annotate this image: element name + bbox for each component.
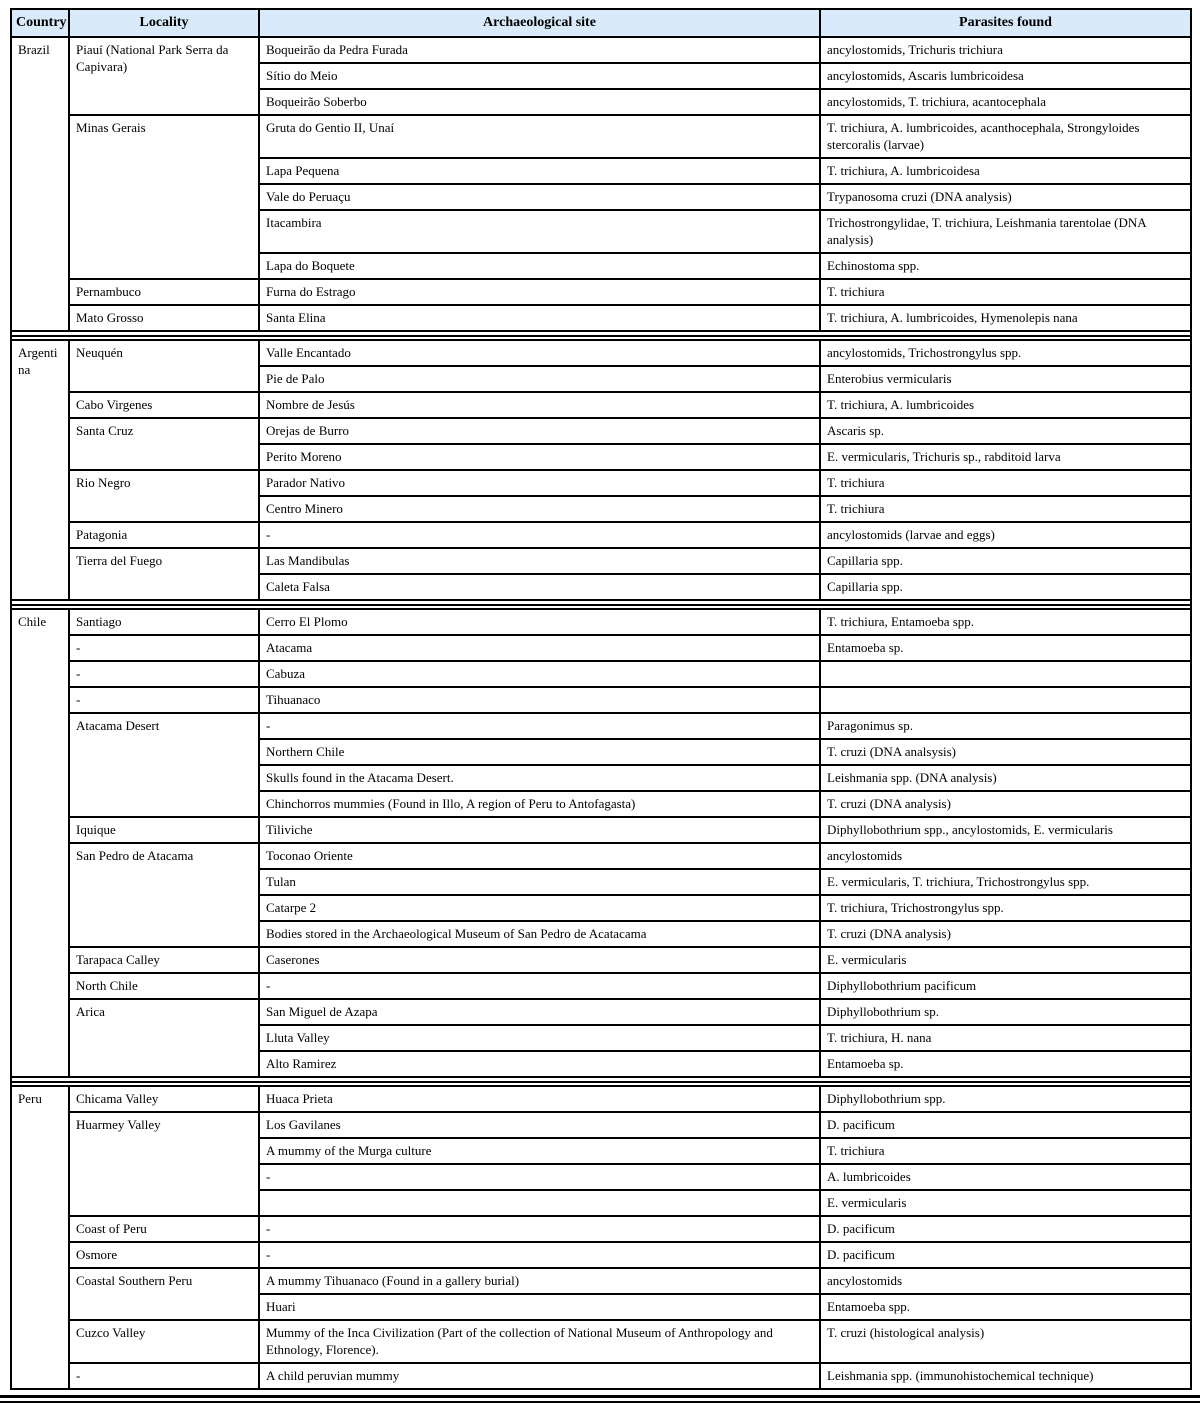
site-cell: Valle Encantado [259,340,820,366]
site-cell: Cerro El Plomo [259,609,820,635]
locality-cell: Cuzco Valley [69,1320,259,1363]
site-cell: Los Gavilanes [259,1112,820,1138]
locality-cell: Huarmey Valley [69,1112,259,1216]
site-cell: Caserones [259,947,820,973]
site-cell: Boqueirão da Pedra Furada [259,37,820,63]
country-cell: Argentina [11,340,69,600]
locality-cell: Patagonia [69,522,259,548]
table-row [11,392,1191,418]
parasites-cell: ancylostomids (larvae and eggs) [820,522,1191,548]
parasites-cell: ancylostomids, T. trichiura, acantocephala [820,89,1191,115]
parasites-cell: Capillaria spp. [820,548,1191,574]
bottom-double-rule [0,1395,1200,1403]
parasites-cell: T. trichiura, Trichostrongylus spp. [820,895,1191,921]
site-cell: - [259,1242,820,1268]
site-cell: - [259,1164,820,1190]
site-cell: Atacama [259,635,820,661]
table-row [11,635,1191,661]
site-cell: Vale do Peruaçu [259,184,820,210]
table-row [11,817,1191,843]
parasites-cell: Leishmania spp. (DNA analysis) [820,765,1191,791]
parasites-cell: E. vermicularis, Trichuris sp., rabditoid larva [820,444,1191,470]
parasites-cell: D. pacificum [820,1112,1191,1138]
locality-cell: Atacama Desert [69,713,259,817]
locality-cell: San Pedro de Atacama [69,843,259,947]
site-cell: Perito Moreno [259,444,820,470]
locality-cell: Cabo Virgenes [69,392,259,418]
parasites-cell: Trichostrongylidae, T. trichiura, Leishmania tarentolae (DNA analysis) [820,210,1191,253]
site-cell: Toconao Oriente [259,843,820,869]
parasites-cell: T. cruzi (DNA analsysis) [820,739,1191,765]
locality-cell: Minas Gerais [69,115,259,279]
site-cell: Bodies stored in the Archaeological Museum of San Pedro de Acatacama [259,921,820,947]
parasites-table [10,8,1192,1390]
parasites-cell: T. cruzi (histological analysis) [820,1320,1191,1363]
parasites-cell: T. trichiura, A. lumbricoides, acanthocephala, Strongyloides stercoralis (larvae) [820,115,1191,158]
parasites-cell: T. trichiura, H. nana [820,1025,1191,1051]
header-row [11,9,1191,37]
parasites-cell: T. trichiura [820,279,1191,305]
site-cell: - [259,522,820,548]
parasites-cell: E. vermicularis [820,947,1191,973]
parasites-cell: ancylostomids [820,1268,1191,1294]
site-cell: Huaca Prieta [259,1086,820,1112]
locality-cell: Piauí (National Park Serra da Capivara) [69,37,259,115]
table-row [11,687,1191,713]
parasites-cell: Capillaria spp. [820,574,1191,600]
parasites-cell: A. lumbricoides [820,1164,1191,1190]
site-cell: Nombre de Jesús [259,392,820,418]
site-cell: Parador Nativo [259,470,820,496]
locality-cell: Tierra del Fuego [69,548,259,600]
parasites-cell: T. trichiura [820,496,1191,522]
locality-cell: Santiago [69,609,259,635]
table-row [11,470,1191,496]
site-cell: Las Mandibulas [259,548,820,574]
parasites-cell: Diphyllobothrium spp., ancylostomids, E. vermicularis [820,817,1191,843]
parasites-cell: T. cruzi (DNA analysis) [820,921,1191,947]
site-cell: A mummy of the Murga culture [259,1138,820,1164]
site-cell: Santa Elina [259,305,820,331]
parasites-cell: T. cruzi (DNA analysis) [820,791,1191,817]
locality-cell: Tarapaca Calley [69,947,259,973]
parasites-cell: ancylostomids, Trichuris trichiura [820,37,1191,63]
parasites-cell: Entamoeba spp. [820,1294,1191,1320]
table-row [11,843,1191,869]
parasites-cell: Echinostoma spp. [820,253,1191,279]
locality-cell: Pernambuco [69,279,259,305]
locality-cell: Arica [69,999,259,1077]
site-cell: Boqueirão Soberbo [259,89,820,115]
site-cell: Huari [259,1294,820,1320]
site-cell: A mummy Tihuanaco (Found in a gallery burial) [259,1268,820,1294]
site-cell: Itacambira [259,210,820,253]
parasites-cell: Entamoeba sp. [820,635,1191,661]
site-cell: Chinchorros mummies (Found in Illo, A region of Peru to Antofagasta) [259,791,820,817]
site-cell: Centro Minero [259,496,820,522]
locality-cell: Mato Grosso [69,305,259,331]
parasites-cell: E. vermicularis, T. trichiura, Trichostrongylus spp. [820,869,1191,895]
country-cell: Brazil [11,37,69,331]
site-cell: - [259,1216,820,1242]
col-header-parasites: Parasites found [820,9,1191,37]
parasites-cell: ancylostomids, Trichostrongylus spp. [820,340,1191,366]
parasites-cell [820,687,1191,713]
site-cell: Gruta do Gentio II, Unaí [259,115,820,158]
locality-cell: Coast of Peru [69,1216,259,1242]
table-row [11,37,1191,63]
site-cell: Cabuza [259,661,820,687]
table-row [11,115,1191,158]
locality-cell: Coastal Southern Peru [69,1268,259,1320]
locality-cell: Iquique [69,817,259,843]
locality-cell: - [69,661,259,687]
parasites-cell [820,661,1191,687]
table-row [11,1363,1191,1389]
table-row [11,548,1191,574]
table-row [11,1320,1191,1363]
table-row [11,973,1191,999]
site-cell: San Miguel de Azapa [259,999,820,1025]
parasites-cell: T. trichiura [820,1138,1191,1164]
table-row [11,661,1191,687]
parasites-cell: Diphyllobothrium spp. [820,1086,1191,1112]
table-row [11,1086,1191,1112]
site-cell: Alto Ramirez [259,1051,820,1077]
country-cell: Chile [11,609,69,1077]
site-cell: Lapa Pequena [259,158,820,184]
parasites-cell: T. trichiura, A. lumbricoides [820,392,1191,418]
site-cell: Caleta Falsa [259,574,820,600]
parasites-cell: Trypanosoma cruzi (DNA analysis) [820,184,1191,210]
table-row [11,279,1191,305]
parasites-cell: Diphyllobothrium pacificum [820,973,1191,999]
table-row [11,999,1191,1025]
locality-cell: Chicama Valley [69,1086,259,1112]
parasites-cell: T. trichiura, A. lumbricoides, Hymenolepis nana [820,305,1191,331]
table-row [11,1216,1191,1242]
table-row [11,609,1191,635]
site-cell: - [259,713,820,739]
site-cell: Catarpe 2 [259,895,820,921]
site-cell [259,1190,820,1216]
parasites-cell: Enterobius vermicularis [820,366,1191,392]
table-row [11,713,1191,739]
locality-cell: - [69,1363,259,1389]
site-cell: Northern Chile [259,739,820,765]
parasites-cell: Paragonimus sp. [820,713,1191,739]
site-cell: A child peruvian mummy [259,1363,820,1389]
site-cell: Tiliviche [259,817,820,843]
locality-cell: North Chile [69,973,259,999]
parasites-cell: E. vermicularis [820,1190,1191,1216]
table-row [11,1112,1191,1138]
locality-cell: - [69,635,259,661]
locality-cell: Santa Cruz [69,418,259,470]
locality-cell: Osmore [69,1242,259,1268]
site-cell: Pie de Palo [259,366,820,392]
parasites-cell: D. pacificum [820,1242,1191,1268]
col-header-site: Archaeological site [259,9,820,37]
site-cell: Tulan [259,869,820,895]
locality-cell: Neuquén [69,340,259,392]
table-row [11,1242,1191,1268]
parasites-cell: Diphyllobothrium sp. [820,999,1191,1025]
site-cell: Lapa do Boquete [259,253,820,279]
locality-cell: - [69,687,259,713]
col-header-country: Country [11,9,69,37]
site-cell: Tihuanaco [259,687,820,713]
parasites-cell: T. trichiura [820,470,1191,496]
site-cell: Lluta Valley [259,1025,820,1051]
parasites-cell: T. trichiura, Entamoeba spp. [820,609,1191,635]
table-row [11,305,1191,331]
table-row [11,418,1191,444]
parasites-cell: T. trichiura, A. lumbricoidesa [820,158,1191,184]
table-row [11,947,1191,973]
table-row [11,522,1191,548]
parasites-cell: D. pacificum [820,1216,1191,1242]
site-cell: Orejas de Burro [259,418,820,444]
parasites-cell: Ascaris sp. [820,418,1191,444]
parasites-cell: ancylostomids, Ascaris lumbricoidesa [820,63,1191,89]
table-row [11,340,1191,366]
table-row [11,1268,1191,1294]
site-cell: Skulls found in the Atacama Desert. [259,765,820,791]
site-cell: Sítio do Meio [259,63,820,89]
site-cell: - [259,973,820,999]
site-cell: Furna do Estrago [259,279,820,305]
parasites-cell: Entamoeba sp. [820,1051,1191,1077]
parasites-cell: ancylostomids [820,843,1191,869]
col-header-locality: Locality [69,9,259,37]
country-cell: Peru [11,1086,69,1389]
locality-cell: Rio Negro [69,470,259,522]
site-cell: Mummy of the Inca Civilization (Part of the collection of National Museum of Anthropology and Ethnology, Florence). [259,1320,820,1363]
parasites-cell: Leishmania spp. (immunohistochemical technique) [820,1363,1191,1389]
